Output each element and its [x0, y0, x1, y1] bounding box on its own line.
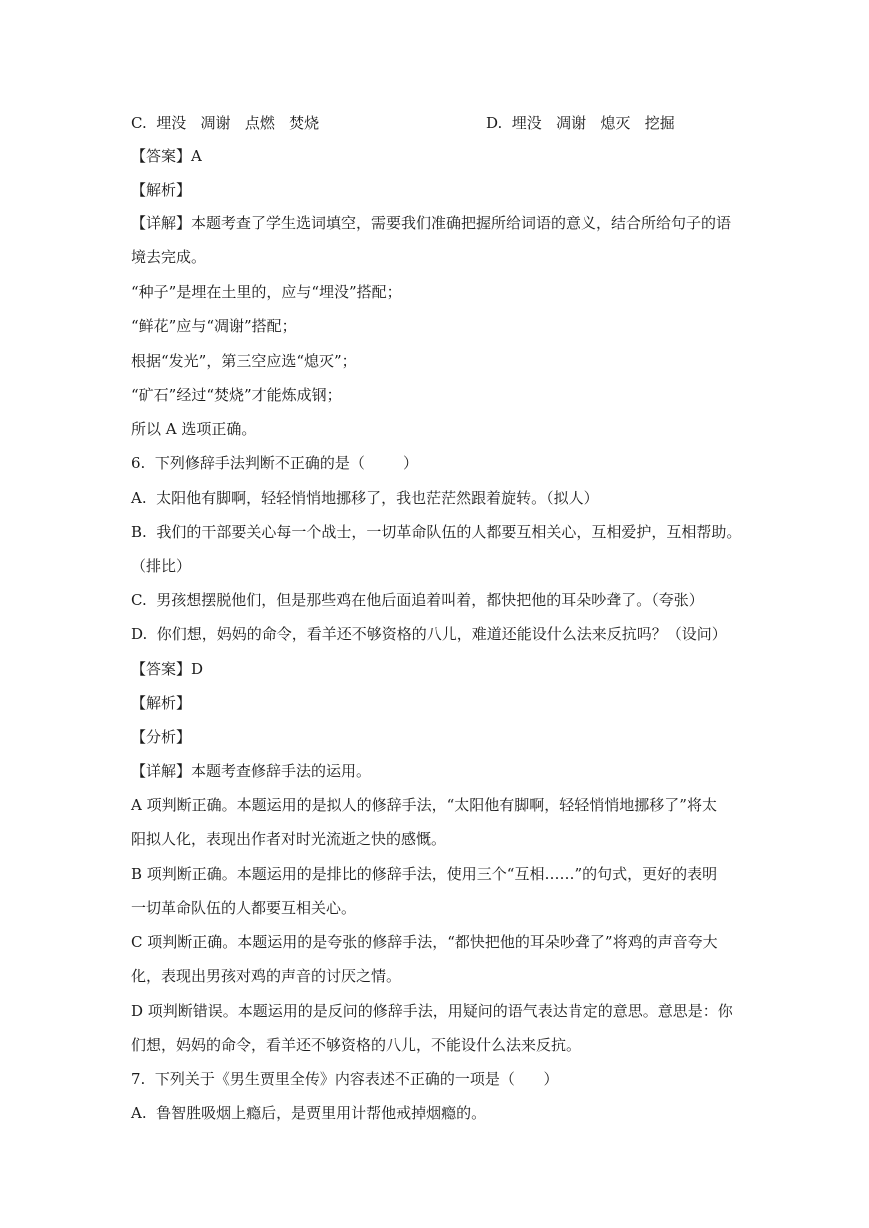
- q6-explain-c-line-1: C 项判断正确。本题运用的是夸张的修辞手法，“都快把他的耳朵吵聋了”将鸡的声音夸大: [131, 933, 718, 951]
- option-d: D. 埋没 凋谢 熄灭 挖掘: [486, 114, 675, 132]
- q5-detail-line-1: 【详解】本题考查了学生选词填空，需要我们准确把握所给词语的意义，结合所给句子的语: [131, 214, 732, 232]
- q6-option-b-line-2: （排比）: [131, 557, 192, 575]
- q6-explain-d-line-2: 们想，妈妈的命令，看羊还不够资格的八儿，不能设什么法来反抗。: [131, 1036, 582, 1054]
- option-c: C. 埋没 凋谢 点燃 焚烧: [131, 114, 320, 132]
- q6-option-c: C. 男孩想摆脱他们，但是那些鸡在他后面追着叫着，都快把他的耳朵吵聋了。（夸张）: [131, 591, 704, 609]
- q6-explain-a-line-1: A 项判断正确。本题运用的是拟人的修辞手法，“太阳他有脚啊，轻轻悄悄地挪移了”将太: [131, 796, 717, 814]
- q5-explanation-1: “种子”是埋在土里的，应与“埋没”搭配；: [131, 283, 402, 301]
- q6-explain-c-line-2: 化，表现出男孩对鸡的声音的讨厌之情。: [131, 967, 402, 985]
- q6-explain-b-line-1: B 项判断正确。本题运用的是排比的修辞手法，使用三个“互相……”的句式，更好的表明: [131, 865, 718, 883]
- q6-detail: 【详解】本题考查修辞手法的运用。: [131, 762, 372, 780]
- q7-stem: 7. 下列关于《男生贾里全传》内容表述不正确的一项是（ ）: [131, 1070, 559, 1088]
- q5-explanation-5: 所以 A 选项正确。: [131, 420, 257, 438]
- q6-option-b-line-1: B. 我们的干部要关心每一个战士，一切革命队伍的人都要互相关心，互相爱护，互相帮助。: [131, 523, 742, 541]
- q5-detail-line-2: 境去完成。: [131, 248, 207, 266]
- q6-explain-a-line-2: 阳拟人化，表现出作者对时光流逝之快的感慨。: [131, 830, 447, 848]
- q6-fenxi-heading: 【分析】: [131, 728, 192, 746]
- q7-option-a: A. 鲁智胜吸烟上瘾后，是贾里用计帮他戒掉烟瘾的。: [131, 1104, 487, 1122]
- q5-answer: 【答案】A: [131, 147, 202, 165]
- q6-stem: 6. 下列修辞手法判断不正确的是（ ）: [131, 454, 418, 472]
- q6-option-a: A. 太阳他有脚啊，轻轻悄悄地挪移了，我也茫茫然跟着旋转。（拟人）: [131, 489, 599, 507]
- q6-explain-d-line-1: D 项判断错误。本题运用的是反问的修辞手法，用疑问的语气表达肯定的意思。意思是：你: [131, 1002, 733, 1020]
- q5-explanation-2: “鲜花”应与“凋谢”搭配；: [131, 317, 297, 335]
- q5-explanation-3: 根据“发光”，第三空应选“熄灭”；: [131, 352, 357, 370]
- q6-explain-b-line-2: 一切革命队伍的人都要互相关心。: [131, 899, 357, 917]
- q5-explanation-4: “矿石”经过“焚烧”才能炼成钢；: [131, 386, 342, 404]
- q6-answer: 【答案】D: [131, 660, 204, 678]
- q5-analysis-heading: 【解析】: [131, 181, 192, 199]
- q6-analysis-heading: 【解析】: [131, 694, 192, 712]
- q6-option-d: D. 你们想，妈妈的命令，看羊还不够资格的八儿，难道还能设什么法来反抗吗？（设问）: [131, 625, 727, 643]
